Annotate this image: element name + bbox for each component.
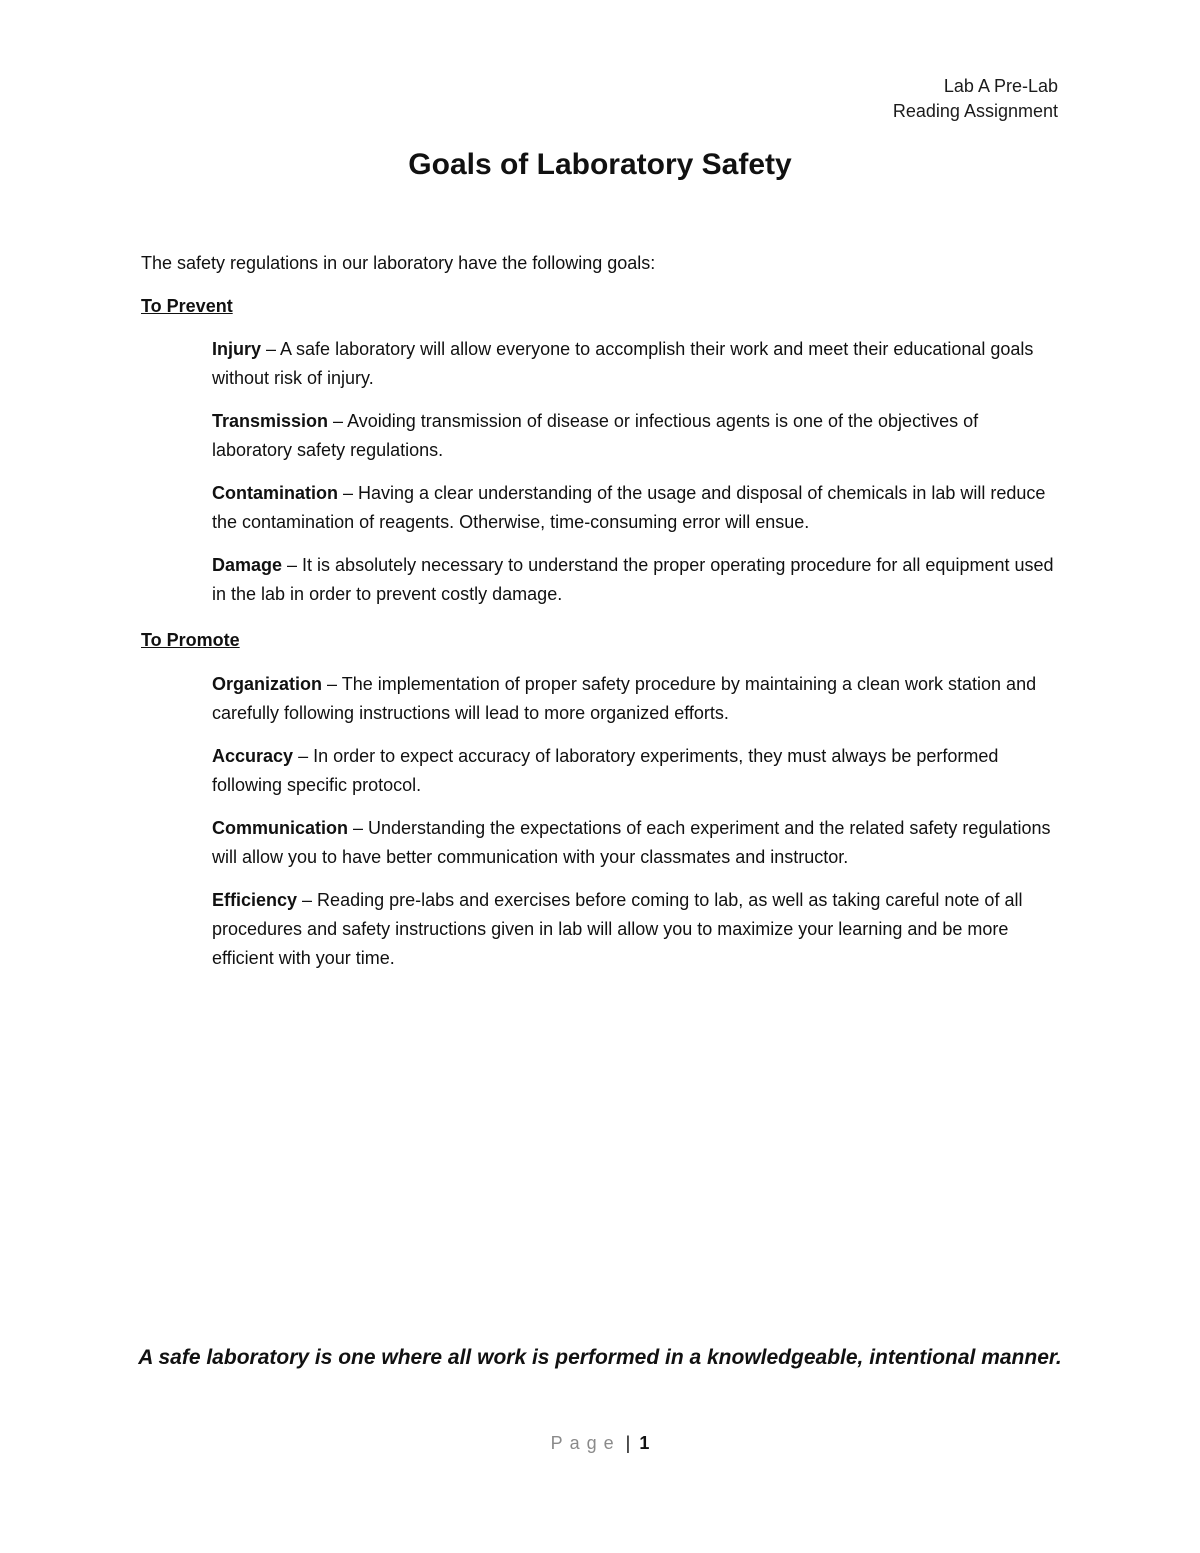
goal-term: Contamination	[212, 483, 338, 503]
goal-item-efficiency	[212, 886, 1060, 973]
goal-term: Transmission	[212, 411, 329, 431]
goal-item-injury	[212, 335, 1060, 393]
header-assignment-line: Reading Assignment	[892, 101, 1058, 121]
promote-goal-list	[212, 670, 1060, 987]
goal-item-contamination	[212, 479, 1060, 537]
goal-item-damage	[212, 551, 1060, 609]
goal-description: – Understanding the expectations of each experiment and the related safety regulations will allow you to have better communication with your classmates and instructor.	[212, 818, 1051, 867]
footer-page-label: Page	[550, 1433, 621, 1453]
goal-description: – Having a clear understanding of the usage and disposal of chemicals in lab will reduce the contamination of reagents. Otherwise, time-consuming error will ensue.	[212, 483, 1046, 532]
prevent-goal-list	[212, 335, 1060, 623]
footer-separator: |	[625, 1433, 631, 1453]
goal-description: – A safe laboratory will allow everyone to accomplish their work and meet their educational goals without risk of injury.	[212, 339, 1034, 388]
goal-term: Organization	[212, 674, 323, 694]
page-header	[893, 74, 1058, 124]
goal-term: Accuracy	[212, 746, 294, 766]
footer-page-number: 1	[639, 1433, 650, 1453]
goal-item-accuracy	[212, 742, 1060, 800]
section-heading-promote: To Promote	[141, 630, 240, 650]
goal-term: Damage	[212, 555, 283, 575]
goal-item-organization	[212, 670, 1060, 728]
header-course-line: Lab A Pre-Lab	[943, 76, 1058, 96]
goal-description: – In order to expect accuracy of laboratory experiments, they must always be performed following specific protocol.	[212, 746, 999, 795]
closing-statement: A safe laboratory is one where all work is performed in a knowledgeable, intentional manner.	[138, 1346, 1062, 1369]
goal-term: Injury	[212, 339, 262, 359]
goal-description: – The implementation of proper safety procedure by maintaining a clean work station and carefully following instructions will lead to more organized efforts.	[212, 674, 1037, 723]
goal-term: Efficiency	[212, 890, 298, 910]
section-heading-prevent: To Prevent	[141, 296, 233, 316]
intro-paragraph: The safety regulations in our laboratory have the following goals:	[141, 253, 656, 273]
goal-item-communication	[212, 814, 1060, 872]
page-title: Goals of Laboratory Safety	[408, 148, 792, 181]
goal-description: – Reading pre-labs and exercises before coming to lab, as well as taking careful note of all procedures and safety instructions given in lab will allow you to maximize your learning and be more efficient with your time.	[212, 890, 1023, 968]
page-footer	[0, 1430, 1200, 1456]
goal-description: – Avoiding transmission of disease or infectious agents is one of the objectives of laboratory safety regulations.	[212, 411, 979, 460]
goal-item-transmission	[212, 407, 1060, 465]
goal-description: – It is absolutely necessary to understand the proper operating procedure for all equipment used in the lab in order to prevent costly damage.	[212, 555, 1054, 604]
goal-term: Communication	[212, 818, 349, 838]
